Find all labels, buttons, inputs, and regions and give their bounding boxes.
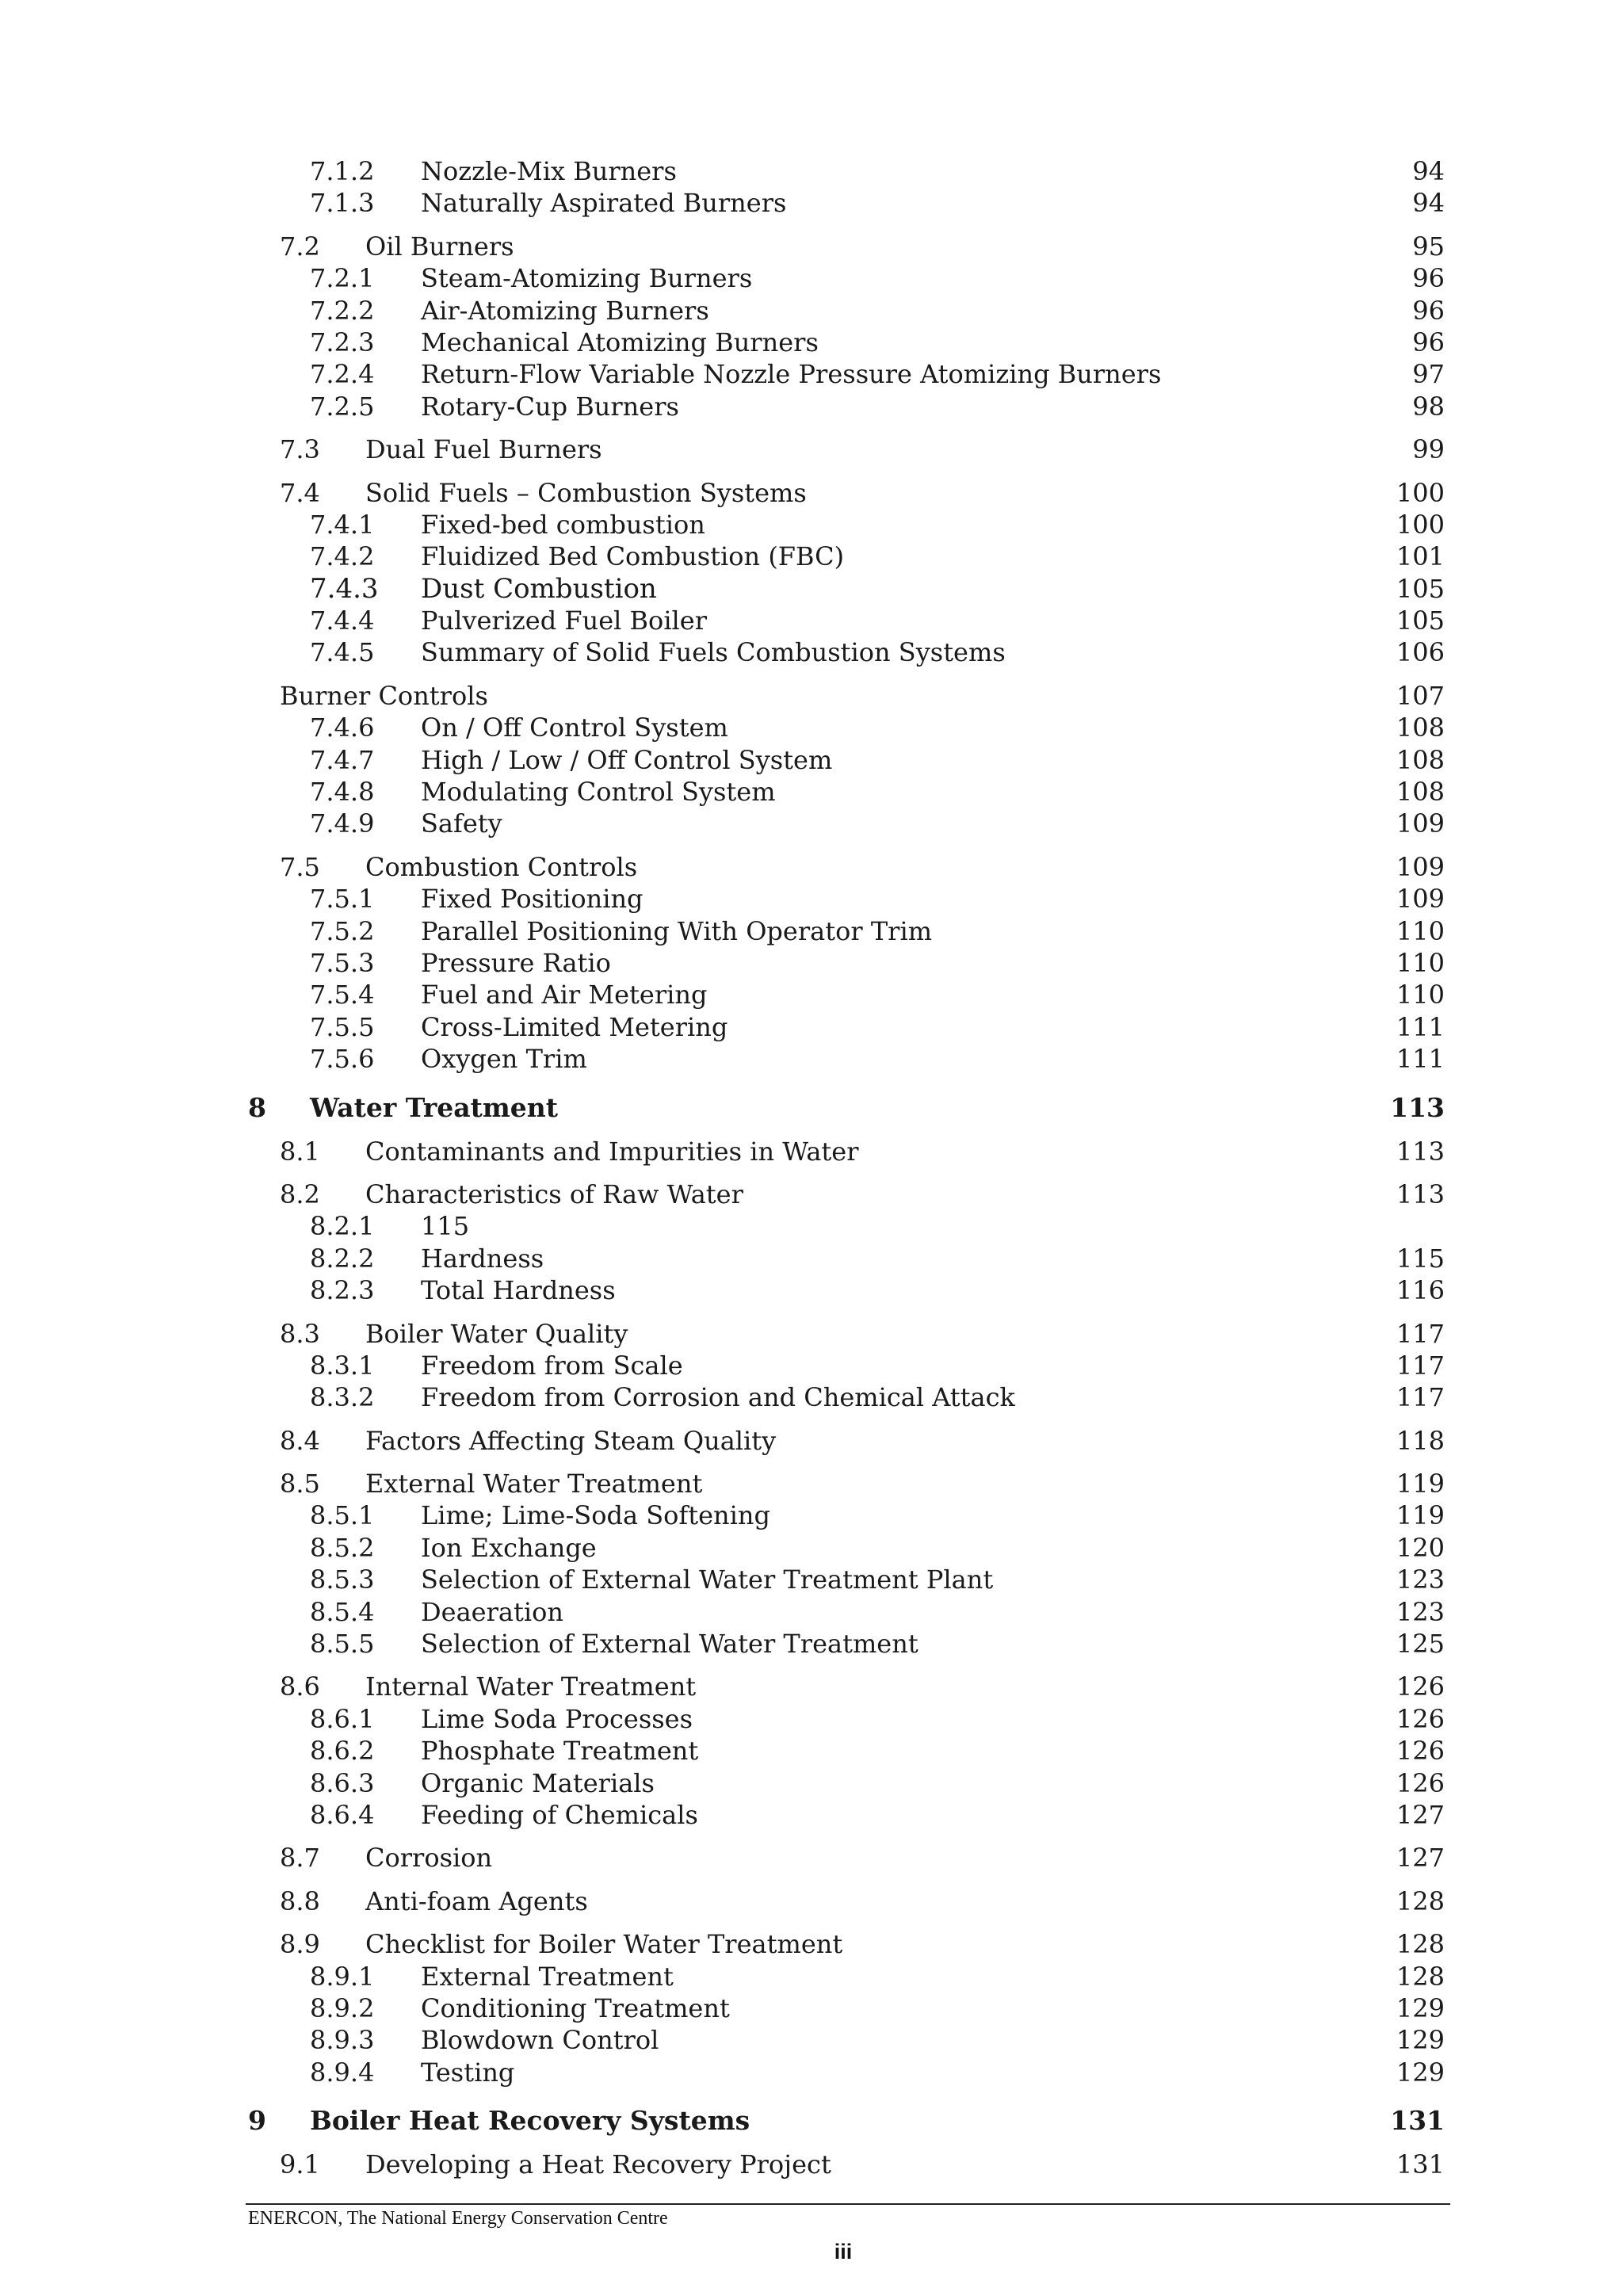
toc-entry-page: 110 [1396,947,1445,978]
toc-entry-number: 7.1.2 [310,156,375,186]
toc-entry-number: 7.4.9 [310,808,375,839]
toc-entry-title: Pressure Ratio [421,947,611,978]
toc-entry-page: 109 [1396,851,1445,882]
toc-entry-number: 8.2.1 [310,1211,375,1242]
toc-entry-number: 8.5.1 [310,1500,375,1531]
toc-entry-number: 8.9 [280,1929,320,1960]
toc-entry-title: Cross-Limited Metering [421,1011,728,1042]
toc-entry-number: 8.6.2 [310,1736,375,1767]
toc-entry-number: 9 [248,2105,266,2137]
toc-entry-page: 129 [1396,2057,1445,2088]
toc-entry-page: 127 [1396,1799,1445,1830]
toc-entry-page: 111 [1396,1044,1445,1075]
toc-entry-title: Rotary-Cup Burners [421,391,679,422]
toc-entry-page: 96 [1412,295,1445,326]
toc-entry[interactable] [248,1318,1445,1350]
toc-entry[interactable] [248,808,1445,839]
toc-entry-number: 7.4.5 [310,637,375,668]
toc-entry-number: 7.2.5 [310,391,375,422]
toc-entry-title: External Water Treatment [365,1469,703,1499]
toc-entry-title: Checklist for Boiler Water Treatment [365,1929,843,1960]
toc-entry-title: Water Treatment [310,1091,559,1123]
toc-entry[interactable] [248,979,1445,1010]
toc-entry-number: 8.5 [280,1469,320,1499]
toc-entry[interactable] [248,509,1445,541]
toc-entry-number: 8.5.4 [310,1596,375,1627]
toc-entry-page: 109 [1396,808,1445,839]
toc-entry-page: 96 [1412,327,1445,357]
toc-entry-number: 8.2.3 [310,1275,375,1306]
toc-entry-page: 126 [1396,1703,1445,1734]
toc-entry-title: Fixed-bed combustion [421,509,705,540]
toc-entry-title: Freedom from Corrosion and Chemical Attack [421,1382,1015,1413]
toc-entry-page: 97 [1412,359,1445,390]
toc-entry-number: 7.4.6 [310,712,375,743]
toc-entry-number: 7.5 [280,851,320,882]
toc-chapter-entry[interactable] [248,2104,1445,2137]
toc-entry-title: Air-Atomizing Burners [421,295,709,326]
toc-entry-title: On / Off Control System [421,712,728,743]
toc-entry[interactable] [248,262,1445,294]
toc-entry[interactable] [248,1425,1445,1457]
toc-entry-number: 7.2.4 [310,359,375,390]
toc-entry[interactable] [248,605,1445,636]
toc-entry-title: Burner Controls [280,680,488,711]
toc-entry-title: Boiler Water Quality [365,1318,628,1349]
toc-entry-page: 123 [1396,1596,1445,1627]
toc-entry-number: 8.9.3 [310,2025,375,2056]
toc-entry[interactable] [248,1179,1445,1210]
toc-entry-title: Freedom from Scale [421,1350,683,1381]
toc-entry[interactable] [248,1011,1445,1043]
toc-entry-number: 8.5.5 [310,1629,375,1660]
toc-entry-page: 127 [1396,1843,1445,1874]
toc-entry-title: Naturally Aspirated Burners [421,188,787,219]
toc-entry-title: Contaminants and Impurities in Water [365,1136,859,1167]
toc-entry-page: 118 [1396,1425,1445,1456]
toc-entry-page: 105 [1396,606,1445,636]
toc-entry[interactable] [248,883,1445,915]
toc-entry-page: 109 [1396,884,1445,915]
toc-entry-title: Mechanical Atomizing Burners [421,327,819,357]
toc-entry-page: 129 [1396,1992,1445,2023]
toc-entry-number: 7.2.1 [310,263,375,294]
toc-entry-number: 8.3 [280,1318,320,1349]
toc-entry-title: Testing [421,2057,515,2088]
toc-entry-page: 117 [1396,1382,1445,1413]
toc-entry[interactable] [248,1885,1445,1917]
toc-entry-title: Phosphate Treatment [421,1736,699,1767]
toc-entry-page: 113 [1396,1136,1445,1167]
toc-entry[interactable] [248,2057,1445,2088]
toc-entry-title: Fluidized Bed Combustion (FBC) [421,541,845,572]
toc-entry[interactable] [248,1628,1445,1660]
toc-entry[interactable] [248,1767,1445,1799]
toc-entry-page: 110 [1396,980,1445,1010]
toc-entry[interactable] [248,2024,1445,2056]
toc-entry[interactable] [248,1735,1445,1767]
toc-entry[interactable] [248,1532,1445,1564]
toc-entry-number: 7.3 [280,434,320,465]
toc-entry-title: Lime; Lime-Soda Softening [421,1500,770,1531]
toc-entry[interactable] [248,1564,1445,1595]
toc-entry-number: 8.4 [280,1425,320,1456]
toc-entry-number: 7.5.1 [310,884,375,915]
toc-entry[interactable] [248,1468,1445,1499]
toc-entry-number: 8.3.2 [310,1382,375,1413]
toc-entry[interactable] [248,851,1445,883]
toc-entry-number: 7.5.6 [310,1044,375,1075]
toc-entry-title: Pulverized Fuel Boiler [421,606,708,636]
toc-entry-number: 7.4.7 [310,744,375,775]
toc-entry-page: 98 [1412,391,1445,422]
toc-entry-page: 101 [1396,541,1445,572]
toc-entry-title: High / Low / Off Control System [421,744,833,775]
toc-entry[interactable] [248,295,1445,327]
toc-entry-title: Corrosion [365,1843,493,1874]
toc-entry-title: Fixed Positioning [421,884,643,915]
toc-entry-page: 117 [1396,1350,1445,1381]
toc-entry-number: 8.2 [280,1179,320,1209]
toc-entry-number: 7.4 [280,477,320,508]
toc-entry-title: Dust Combustion [421,572,657,605]
page-number: iii [834,2240,853,2264]
toc-entry-page: 105 [1396,573,1445,604]
toc-entry[interactable] [248,915,1445,947]
toc-entry-number: 8 [248,1091,266,1123]
toc-entry[interactable] [248,1961,1445,1992]
toc-entry[interactable] [248,1992,1445,2024]
toc-entry[interactable] [248,1703,1445,1735]
toc-entry[interactable] [248,744,1445,776]
toc-entry[interactable] [248,187,1445,219]
toc-entry-page: 119 [1396,1469,1445,1499]
toc-entry[interactable] [248,1043,1445,1075]
toc-entry-page: 123 [1396,1564,1445,1595]
toc-entry-number: 7.4.8 [310,777,375,808]
toc-entry-number: 7.5.4 [310,980,375,1010]
toc-entry[interactable] [248,1799,1445,1831]
toc-entry-number: 7.2.2 [310,295,375,326]
toc-entry-number: 7.4.3 [310,572,379,605]
toc-entry-page: 110 [1396,915,1445,946]
toc-chapter-entry[interactable] [248,1091,1445,1125]
toc-entry-page: 131 [1396,2149,1445,2180]
toc-entry[interactable] [248,1210,1445,1242]
toc-entry[interactable] [248,680,1445,712]
toc-entry-title: Safety [421,808,502,839]
toc-entry[interactable] [248,636,1445,668]
toc-entry-page: 108 [1396,744,1445,775]
toc-entry-title: Boiler Heat Recovery Systems [310,2105,750,2137]
toc-entry-page: 94 [1412,156,1445,186]
toc-entry[interactable] [248,434,1445,465]
toc-entry-title: Factors Affecting Steam Quality [365,1425,777,1456]
toc-entry-page: 106 [1396,637,1445,668]
toc-entry-title: Selection of External Water Treatment [421,1629,918,1660]
toc-entry-number: 8.3.1 [310,1350,375,1381]
toc-entry-number: 8.9.4 [310,2057,375,2088]
toc-entry-title: Internal Water Treatment [365,1671,697,1702]
toc-entry-title: Conditioning Treatment [421,1992,730,2023]
toc-entry-title: Modulating Control System [421,777,776,808]
toc-entry-title: Summary of Solid Fuels Combustion Systems [421,637,1006,668]
toc-entry-number: 7.1.3 [310,188,375,219]
toc-entry-page: 108 [1396,712,1445,743]
toc-entry-number: 8.6.4 [310,1799,375,1830]
toc-entry-title: Combustion Controls [365,851,638,882]
toc-entry-number: 8.6 [280,1671,320,1702]
toc-entry-title: Oxygen Trim [421,1044,587,1075]
toc-entry-number: 8.6.3 [310,1767,375,1798]
toc-entry-title: Hardness [421,1243,544,1274]
toc-entry[interactable] [248,327,1445,358]
toc-entry-page: 128 [1396,1929,1445,1960]
toc-entry-page: 108 [1396,777,1445,808]
toc-entry-title: Deaeration [421,1596,563,1627]
toc-entry-title: Feeding of Chemicals [421,1799,698,1830]
toc-entry-title: Ion Exchange [421,1532,597,1563]
toc-entry-title: Fuel and Air Metering [421,980,708,1010]
toc-entry-title: Characteristics of Raw Water [365,1179,743,1209]
toc-entry-number: 8.9.2 [310,1992,375,2023]
toc-entry-title: Dual Fuel Burners [365,434,602,465]
toc-entry-title: Parallel Positioning With Operator Trim [421,915,933,946]
toc-entry-title: Lime Soda Processes [421,1703,693,1734]
toc-entry-number: 8.1 [280,1136,320,1167]
toc-entry-number: 9.1 [280,2149,320,2180]
toc-entry-page: 100 [1396,477,1445,508]
toc-entry[interactable] [248,231,1445,262]
toc-entry-title: Developing a Heat Recovery Project [365,2149,831,2180]
toc-entry-page: 100 [1396,509,1445,540]
toc-entry-number: 7.2 [280,231,320,262]
toc-entry[interactable] [248,1928,1445,1960]
toc-entry-title: External Treatment [421,1961,674,1992]
toc-entry[interactable] [248,1499,1445,1531]
toc-entry[interactable] [248,1671,1445,1702]
toc-entry-number: 7.4.2 [310,541,375,572]
toc-entry[interactable] [248,477,1445,509]
toc-entry-number: 8.6.1 [310,1703,375,1734]
toc-entry-page: 120 [1396,1532,1445,1563]
toc-entry-title: Solid Fuels – Combustion Systems [365,477,807,508]
toc-entry-page: 128 [1396,1961,1445,1992]
toc-entry[interactable] [248,541,1445,572]
toc-entry-page: 128 [1396,1885,1445,1916]
table-of-contents [248,155,1445,2180]
toc-entry[interactable] [248,1596,1445,1628]
toc-entry-title: Anti-foam Agents [365,1885,588,1916]
toc-entry-page: 126 [1396,1767,1445,1798]
toc-entry-number: 8.8 [280,1885,320,1916]
toc-entry-page: 99 [1412,434,1445,465]
toc-entry-page: 95 [1412,231,1445,262]
toc-entry-page: 119 [1396,1500,1445,1531]
footer-rule [246,2203,1450,2205]
toc-entry-page: 126 [1396,1671,1445,1702]
toc-entry[interactable] [248,1136,1445,1167]
toc-entry[interactable] [248,1350,1445,1381]
toc-entry-title: Total Hardness [421,1275,616,1306]
toc-entry-title: 115 [421,1211,470,1242]
toc-entry[interactable] [248,573,1445,605]
toc-entry-page: 96 [1412,263,1445,294]
toc-entry[interactable] [248,391,1445,422]
toc-entry-title: Oil Burners [365,231,514,262]
toc-entry-number: 8.7 [280,1843,320,1874]
toc-entry-page: 116 [1396,1275,1445,1306]
toc-entry-number: 8.9.1 [310,1961,375,1992]
toc-entry-title: Blowdown Control [421,2025,659,2056]
toc-entry-number: 7.4.1 [310,509,375,540]
toc-entry-page: 113 [1390,1091,1445,1123]
toc-entry-page: 115 [1396,1243,1445,1274]
toc-entry-number: 7.5.5 [310,1011,375,1042]
toc-entry-number: 7.5.3 [310,947,375,978]
toc-entry[interactable] [248,1842,1445,1874]
toc-entry[interactable] [248,1381,1445,1413]
toc-entry-page: 113 [1396,1179,1445,1209]
toc-entry-title: Nozzle-Mix Burners [421,156,677,186]
toc-entry-title: Return-Flow Variable Nozzle Pressure Atomizing Burners [421,359,1162,390]
toc-entry-title: Steam-Atomizing Burners [421,263,753,294]
toc-entry-number: 7.5.2 [310,915,375,946]
toc-entry-page: 129 [1396,2025,1445,2056]
toc-entry-number: 8.5.3 [310,1564,375,1595]
toc-entry[interactable] [248,1243,1445,1274]
toc-entry-page: 126 [1396,1736,1445,1767]
toc-entry-number: 7.2.3 [310,327,375,357]
toc-entry-page: 125 [1396,1629,1445,1660]
toc-entry[interactable] [248,1274,1445,1306]
toc-entry-page: 111 [1396,1011,1445,1042]
toc-entry-number: 7.4.4 [310,606,375,636]
toc-entry[interactable] [248,776,1445,808]
toc-entry[interactable] [248,155,1445,187]
toc-entry-page: 94 [1412,188,1445,219]
toc-entry[interactable] [248,712,1445,743]
toc-entry-title: Organic Materials [421,1767,655,1798]
toc-entry[interactable] [248,947,1445,979]
toc-entry-page: 117 [1396,1318,1445,1349]
toc-entry-page: 107 [1396,680,1445,711]
toc-entry-page: 131 [1390,2105,1445,2137]
toc-entry-number: 8.5.2 [310,1532,375,1563]
toc-entry-title: Selection of External Water Treatment Plant [421,1564,994,1595]
footer-organization: ENERCON, The National Energy Conservation Centre [248,2208,668,2229]
toc-entry-number: 8.2.2 [310,1243,375,1274]
toc-entry[interactable] [248,358,1445,390]
toc-entry[interactable] [248,2149,1445,2180]
